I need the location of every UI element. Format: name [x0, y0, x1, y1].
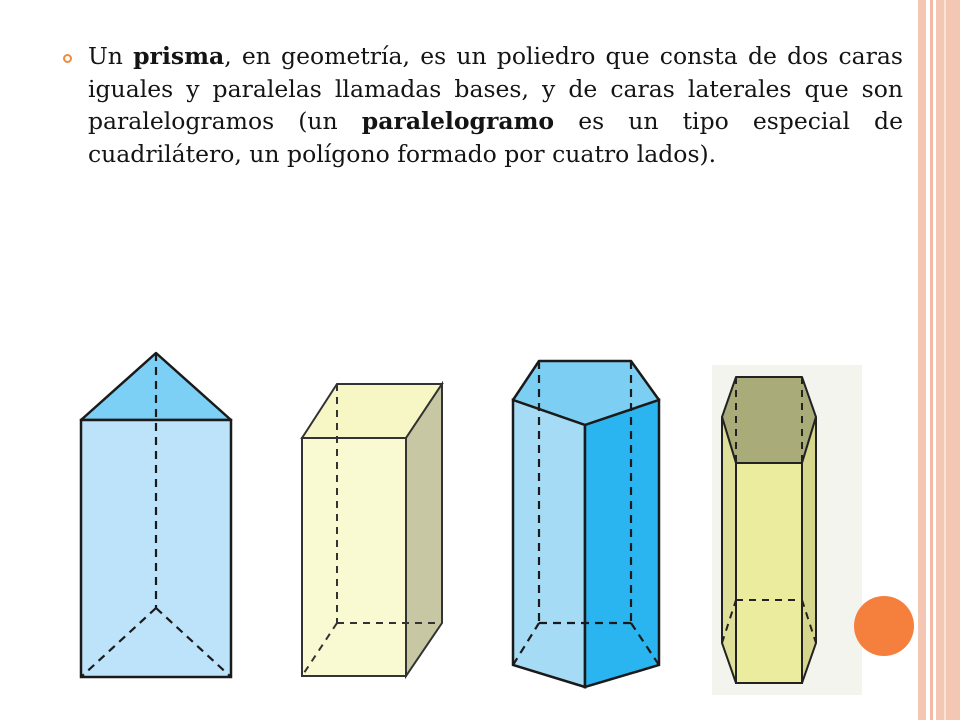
hexagonal-prism-icon: [712, 365, 862, 695]
border-line: [930, 0, 933, 720]
text-part: Un: [88, 42, 134, 70]
border-line-inner: [944, 0, 946, 720]
square-prism-icon: [292, 378, 452, 686]
border-stripe-outer: [918, 0, 926, 720]
text-part: es un tipo especial de cuadrilátero, un polígono formado por cuatro lados).: [88, 107, 903, 168]
pentagonal-prism-icon: [505, 355, 665, 695]
border-stripe-right: [936, 0, 960, 720]
definition-paragraph: [88, 40, 903, 170]
orange-circle-decoration: [854, 596, 914, 656]
text-part: , en geometría, es un poliedro que consta de dos caras iguales y paralelas llamadas bases, y de caras laterales que son paralelogramos (un: [88, 42, 903, 135]
term-paralelogramo: paralelogramo: [361, 107, 555, 135]
term-prisma: prisma: [133, 42, 225, 70]
bullet-icon: [63, 54, 72, 63]
triangular-prism-icon: [70, 345, 245, 690]
